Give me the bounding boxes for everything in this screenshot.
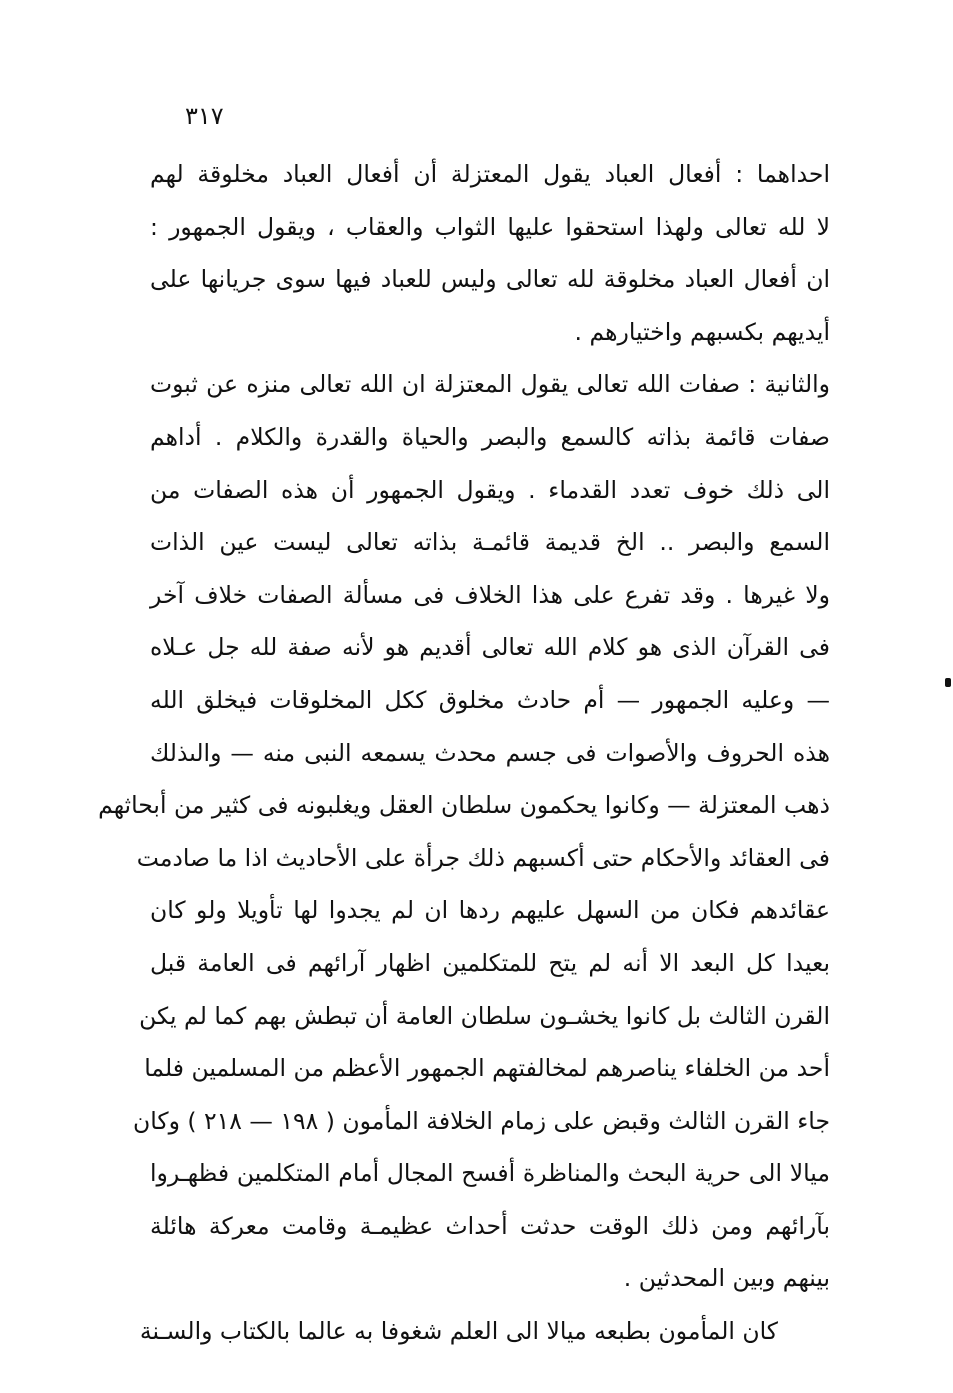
text-line: صفات قائمة بذاته كالسمع والبصر والحياة والقدرة والكلام . أداهم bbox=[150, 422, 830, 451]
text-line: جاء القرن الثالث وقبض على زمام الخلافة المأمون ( ١٩٨ — ٢١٨ ) وكان bbox=[132, 1106, 830, 1135]
text-line: ميالا الى حرية البحث والمناظرة أفسح المجال أمام المتكلمين فظهـروا bbox=[150, 1159, 830, 1188]
page-number: ٣١٧ bbox=[185, 102, 224, 130]
text-line: والثانية : صفات الله تعالى يقول المعتزلة ان الله تعالى منزه عن ثبوت bbox=[150, 370, 830, 399]
text-line: فى القرآن الذى هو كلام الله تعالى أقديم هو لأنه صفة لله جل عـلاه bbox=[150, 633, 830, 662]
text-line: ولا غيرها . وقد تفرع على هذا الخلاف فى مسألة الصفات خلاف آخر bbox=[150, 580, 830, 609]
text-line: كان المأمون بطبعه ميالا الى العلم شغوفا به عالما بالكتاب والسـنة bbox=[139, 1317, 778, 1346]
text-line: عقائدهم فكان من السهل عليهم ردها ان لم يجدوا لها تأويلا ولو كان bbox=[150, 896, 830, 925]
text-line: ذهب المعتزلة — وكانوا يحكمون سلطان العقل ويغلبونه فى كثير من أبحاثهم bbox=[98, 791, 830, 820]
text-line: بآرائهم ومن ذلك الوقت حدثت أحداث عظيمـة وقامت معركة هائلة bbox=[150, 1211, 830, 1240]
text-line: أيديهم بكسبهم واختيارهم . bbox=[574, 317, 830, 346]
text-line: احداهما : أفعال العباد يقول المعتزلة أن أفعال العباد مخلوقة لهم bbox=[150, 160, 830, 188]
text-line: أحد من الخلفاء يناصرهم لمخالفتهم الجمهور الأعظم من المسلمين فلما bbox=[144, 1054, 830, 1083]
text-line: ان أفعال العباد مخلوقة لله تعالى وليس للعباد فيها سوى جريانها على bbox=[150, 265, 830, 294]
text-line: لا لله تعالى ولهذا استحقوا عليها الثواب والعقاب ، ويقول الجمهور : bbox=[150, 212, 830, 241]
text-line: — وعليه الجمهور — أم حادث مخلوق ككل المخلوقات فيخلق الله bbox=[150, 685, 830, 714]
text-line: السمع والبصر .. الخ قديمة قائمـة بذاته تعالى ليست عين الذات bbox=[150, 528, 830, 557]
text-line: فى العقائد والأحكام حتى أكسبهم ذلك جرأة على الأحاديث اذا ما صادمت bbox=[136, 843, 830, 872]
body-text bbox=[98, 148, 830, 1358]
text-line: الى ذلك خوف تعدد القدماء . ويقول الجمهور أن هذه الصفات من bbox=[150, 475, 830, 504]
margin-mark bbox=[945, 678, 951, 687]
text-line: القرن الثالث بل كانوا يخشـون سلطان العامة أن تبطش بهم كما لم يكن bbox=[139, 1001, 830, 1030]
text-line: بينهم وبين المحدثين . bbox=[623, 1264, 830, 1293]
text-line: هذه الحروف والأصوات فى جسم محدث يسمعه النبى منه — والىذلك bbox=[150, 738, 830, 767]
text-line: بعيدا كل البعد الا أنه لم يتح للمتكلمين اظهار آرائهم فى العامة قبل bbox=[150, 948, 830, 977]
